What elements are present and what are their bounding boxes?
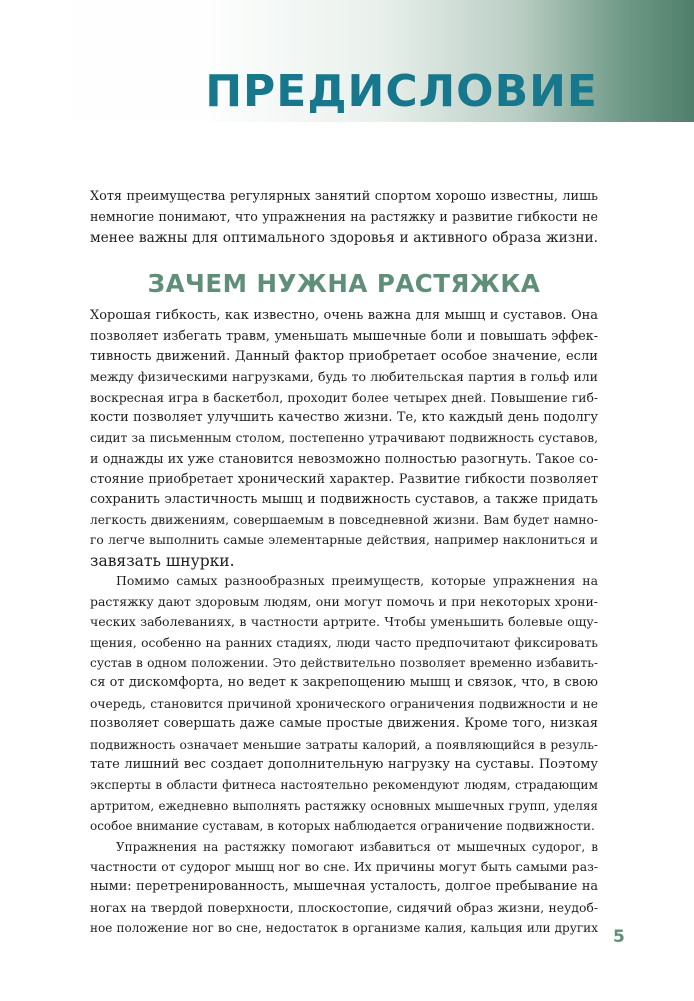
section-body bbox=[90, 306, 598, 939]
intro-paragraph bbox=[90, 187, 598, 248]
text-line: очередь, становится причиной хронического ограничения подвижности и не bbox=[90, 696, 598, 711]
text-line: подвижность означает меньшие затраты калорий, а появляющийся в резуль- bbox=[90, 737, 598, 752]
page-title: ПРЕДИСЛОВИЕ bbox=[205, 66, 598, 117]
text-line: Упражнения на растяжку помогают избавиться от мышечных судорог, в bbox=[116, 839, 598, 854]
paragraph-3 bbox=[90, 837, 598, 939]
text-line: особое внимание суставам, в которых наблюдается ограничение подвижности. bbox=[90, 819, 595, 834]
text-line: ными: перетренированность, мышечная усталость, долгое пребывание на bbox=[90, 879, 598, 895]
text-line: и однажды их уже становится невозможно полностью разогнуть. Такое со- bbox=[90, 450, 598, 466]
text-line: сохранить эластичность мышц и подвижность суставов, а также придать bbox=[90, 491, 598, 507]
text-line: эксперты в области фитнеса настоятельно рекомендуют людям, страдающим bbox=[90, 778, 598, 793]
text-line: менее важны для оптимального здоровья и активного образа жизни. bbox=[90, 229, 598, 246]
text-line: ся от дискомфорта, но ведет к закрепощению мышц и связок, что, в свою bbox=[90, 675, 598, 691]
section-heading: ЗАЧЕМ НУЖНА РАСТЯЖКА bbox=[147, 269, 541, 298]
paragraph-1 bbox=[90, 306, 598, 571]
text-line: воскресная игра в баскетбол, проходит более четырех дней. Повышение гиб- bbox=[90, 390, 598, 405]
text-line: го легче выполнить самые элементарные действия, например наклониться и bbox=[90, 533, 598, 548]
text-line: артритом, ежедневно выполнять растяжку основных мышечных групп, уделяя bbox=[90, 798, 598, 813]
text-line: завязать шнурки. bbox=[90, 551, 235, 570]
paragraph-2 bbox=[90, 571, 598, 836]
text-line: легкость движениям, совершаемым в повседневной жизни. Вам будет намно- bbox=[90, 513, 598, 528]
text-line: стояние приобретает хронический характер. Развитие гибкости позволяет bbox=[90, 471, 598, 487]
text-line: ное положение ног во сне, недостаток в организме калия, кальция или других bbox=[90, 921, 598, 936]
text-line: Помимо самых разнообразных преимуществ, которые упражнения на bbox=[116, 573, 598, 589]
text-line: между физическими нагрузками, будь то любительская партия в гольф или bbox=[90, 369, 598, 385]
text-line: позволяет совершать даже самые простые движения. Кроме того, низкая bbox=[90, 716, 598, 732]
text-line: щения, особенно на ранних стадиях, люди часто предпочитают фиксировать bbox=[90, 635, 598, 650]
text-line: сидит за письменным столом, постепенно утрачивают подвижность суставов, bbox=[90, 431, 598, 446]
text-line: Хорошая гибкость, как известно, очень важна для мышц и суставов. Она bbox=[90, 308, 598, 323]
text-line: тате лишний вес создает дополнительную нагрузку на суставы. Поэтому bbox=[90, 756, 598, 772]
page-number: 5 bbox=[613, 927, 625, 947]
text-line: частности от судорог мышц ног во сне. Их причины могут быть самыми раз- bbox=[90, 858, 598, 874]
text-line: кости позволяет улучшить качество жизни. Те, кто каждый день подолгу bbox=[90, 410, 598, 426]
text-line: ногах на твердой поверхности, плоскостопие, сидячий образ жизни, неудоб- bbox=[90, 900, 598, 915]
text-line: растяжку дают здоровым людям, они могут помочь и при некоторых хрони- bbox=[90, 593, 598, 609]
text-line: позволяет избегать травм, уменьшать мышечные боли и повышать эффек- bbox=[90, 328, 598, 344]
text-line: немногие понимают, что упражнения на растяжку и развитие гибкости не bbox=[90, 209, 598, 225]
text-line: ческих заболеваниях, в частности артрите. Чтобы уменьшить болевые ощу- bbox=[90, 614, 598, 630]
text-line: тивность движений. Данный фактор приобретает особое значение, если bbox=[90, 348, 598, 364]
text-line: сустав в одном положении. Это действительно позволяет временно избавить- bbox=[90, 655, 598, 670]
text-line: Хотя преимущества регулярных занятий спортом хорошо известны, лишь bbox=[90, 189, 598, 204]
